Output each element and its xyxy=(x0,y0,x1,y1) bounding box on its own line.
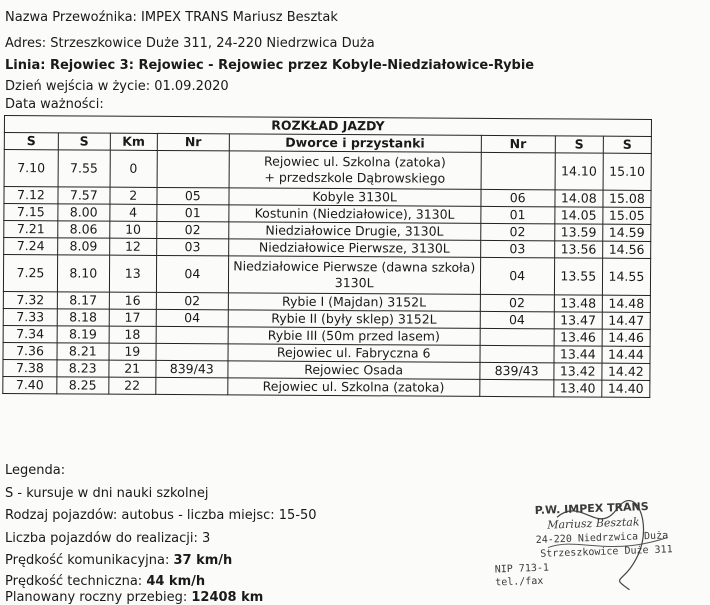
departure-s1: 7.34 xyxy=(3,325,57,342)
stop-name xyxy=(228,239,480,258)
departure-s1: 7.25 xyxy=(3,255,57,292)
stop-name xyxy=(229,151,481,190)
column-header: S xyxy=(555,136,603,153)
return-s1: 13.44 xyxy=(554,346,602,363)
stop-nr-out: 02 xyxy=(157,221,229,238)
table-row xyxy=(3,255,650,296)
effective-date: Dzień wejścia w życie: 01.09.2020 xyxy=(5,79,229,94)
stamp-line1: P.W. IMPEX TRANS xyxy=(534,500,649,518)
stamp-line4: Strzeszkowice Duże 311 xyxy=(540,544,673,560)
km-cell: 16 xyxy=(109,292,156,309)
stamp-line5: NIP 713-1 xyxy=(494,562,550,576)
return-s2: 15.10 xyxy=(603,153,651,190)
return-s1: 13.56 xyxy=(554,241,602,258)
stop-name xyxy=(228,310,480,329)
stop-nr-back: 01 xyxy=(480,206,554,223)
timetable xyxy=(2,115,652,398)
departure-s1: 7.38 xyxy=(3,359,57,376)
stop-name xyxy=(228,378,480,397)
departure-s1: 7.12 xyxy=(4,187,58,204)
stop-name xyxy=(228,293,480,312)
stop-name xyxy=(229,222,481,241)
commercial-speed-value: 37 km/h xyxy=(173,553,233,568)
stop-name-line: Niedziałowice Pierwsze, 3130L xyxy=(258,239,450,256)
return-s1: 14.08 xyxy=(555,190,603,207)
column-header: Dworce i przystanki xyxy=(229,134,481,153)
return-s2: 14.47 xyxy=(602,312,650,329)
return-s1: 13.46 xyxy=(554,329,602,346)
stop-nr-back: 04 xyxy=(480,257,554,294)
legend-vehicle-count: Liczba pojazdów do realizacji: 3 xyxy=(5,531,211,546)
return-s2: 14.40 xyxy=(602,380,650,397)
departure-s2: 8.06 xyxy=(58,221,110,238)
return-s2: 14.42 xyxy=(602,363,650,380)
departure-s2: 8.17 xyxy=(57,292,109,309)
legend-technical-speed xyxy=(5,574,205,589)
stamp-line6: tel./fax xyxy=(495,575,544,589)
stop-name-line: Rejowiec ul. Szkolna (zatoka) xyxy=(264,153,446,170)
stop-name xyxy=(229,205,481,224)
stop-nr-out: 839/43 xyxy=(156,360,228,377)
return-s1: 13.40 xyxy=(554,380,602,397)
departure-s1: 7.40 xyxy=(3,376,57,393)
carrier-name: Nazwa Przewoźnika: IMPEX TRANS Mariusz Besztak xyxy=(5,10,338,25)
stop-nr-out xyxy=(156,343,228,360)
departure-s1: 7.36 xyxy=(3,342,57,359)
departure-s1: 7.32 xyxy=(3,291,57,308)
km-cell: 2 xyxy=(110,187,157,204)
km-cell: 4 xyxy=(110,204,157,221)
return-s1: 13.42 xyxy=(554,363,602,380)
column-header: S xyxy=(603,136,651,153)
stop-name-line: Kobyle 3130L xyxy=(312,188,397,205)
company-stamp xyxy=(486,492,699,599)
stop-nr-back: 839/43 xyxy=(479,362,553,379)
km-cell: 10 xyxy=(109,221,156,238)
stop-nr-back: 03 xyxy=(480,240,554,257)
return-s1: 13.55 xyxy=(554,258,602,295)
legend-annual-run xyxy=(5,590,263,605)
km-cell: 0 xyxy=(110,150,157,187)
departure-s2: 8.10 xyxy=(57,255,109,292)
carrier-address: Adres: Strzeszkowice Duże 311, 24-220 Niedrzwica Duża xyxy=(5,36,375,51)
stop-name-line: Niedziałowice Drugie, 3130L xyxy=(265,222,444,239)
stop-nr-back xyxy=(481,152,555,189)
technical-speed-value: 44 km/h xyxy=(146,574,206,589)
stop-name-line: Niedziałowice Pierwsze (dawna szkoła) xyxy=(233,258,476,275)
km-cell: 18 xyxy=(109,326,156,343)
return-s2: 14.44 xyxy=(602,346,650,363)
return-s2: 14.56 xyxy=(602,241,650,258)
stop-nr-out: 02 xyxy=(156,292,228,309)
return-s2: 15.05 xyxy=(603,207,651,224)
departure-s2: 7.55 xyxy=(58,150,110,187)
technical-speed-label: Prędkość techniczna: xyxy=(5,574,147,589)
km-cell: 21 xyxy=(109,360,156,377)
departure-s2: 8.21 xyxy=(57,343,109,360)
departure-s1: 7.15 xyxy=(4,204,58,221)
departure-s2: 8.00 xyxy=(58,204,110,221)
departure-s1: 7.24 xyxy=(4,238,58,255)
departure-s1: 7.10 xyxy=(4,150,58,187)
departure-s2: 8.09 xyxy=(58,238,110,255)
km-cell: 22 xyxy=(108,377,155,394)
stop-name-line: Rybie II (były sklep) 3152L xyxy=(271,310,437,327)
stop-nr-out: 04 xyxy=(156,309,228,326)
stop-name-line: Rybie III (50m przed lasem) xyxy=(267,327,440,344)
column-header: S xyxy=(58,133,110,150)
line-name: Linia: Rejowiec 3: Rejowiec - Rejowiec przez Kobyle-Niedziałowice-Rybie xyxy=(5,58,535,73)
column-header: Km xyxy=(110,133,157,150)
table-row xyxy=(4,150,651,191)
departure-s2: 8.19 xyxy=(57,326,109,343)
return-s2: 14.48 xyxy=(602,295,650,312)
stop-nr-back: 06 xyxy=(481,189,555,206)
stop-nr-back xyxy=(480,328,554,345)
timetable-title: ROZKŁAD JAZDY xyxy=(4,116,651,137)
return-s2: 14.55 xyxy=(602,258,650,295)
stop-nr-out xyxy=(157,150,229,187)
return-s2: 15.08 xyxy=(603,190,651,207)
stop-nr-back: 04 xyxy=(480,311,554,328)
legend-vehicle-type: Rodzaj pojazdów: autobus - liczba miejsc: 15-50 xyxy=(5,508,317,523)
stop-name-line: Rejowiec Osada xyxy=(304,361,404,378)
column-header: Nr xyxy=(157,133,229,150)
stop-name xyxy=(229,188,481,207)
stop-name xyxy=(228,327,480,346)
departure-s2: 8.23 xyxy=(57,360,109,377)
column-header: S xyxy=(4,133,58,150)
stop-nr-out xyxy=(156,377,228,394)
km-cell: 12 xyxy=(109,238,156,255)
stamp-line2: Mariusz Besztak xyxy=(547,515,640,532)
return-s1: 13.59 xyxy=(555,224,603,241)
stop-nr-out xyxy=(156,326,228,343)
stop-name-line2: 3130L xyxy=(334,275,374,291)
stop-name-line: Rybie I (Majdan) 3152L xyxy=(281,293,427,310)
km-cell: 19 xyxy=(109,343,156,360)
stop-name xyxy=(228,256,480,295)
stop-name-line: Rejowiec ul. Fabryczna 6 xyxy=(276,344,431,361)
return-s1: 14.10 xyxy=(555,153,603,190)
legend-title: Legenda: xyxy=(5,463,66,478)
return-s2: 14.46 xyxy=(602,329,650,346)
stop-nr-back: 02 xyxy=(480,223,554,240)
return-s1: 13.47 xyxy=(554,312,602,329)
stop-name-line2: + przedszkole Dąbrowskiego xyxy=(264,169,446,186)
legend-s-note: S - kursuje w dni nauki szkolnej xyxy=(5,486,209,501)
commercial-speed-label: Prędkość komunikacyjna: xyxy=(5,553,174,568)
return-s2: 14.59 xyxy=(603,224,651,241)
departure-s1: 7.33 xyxy=(3,308,57,325)
column-header: Nr xyxy=(481,135,555,152)
stop-name xyxy=(228,361,480,380)
table-row xyxy=(3,376,650,397)
km-cell: 13 xyxy=(109,255,156,292)
annual-run-value: 12408 km xyxy=(191,590,264,605)
validity-date: Data ważności: xyxy=(5,97,104,112)
departure-s2: 8.25 xyxy=(57,377,109,394)
departure-s1: 7.21 xyxy=(4,221,58,238)
return-s1: 13.48 xyxy=(554,295,602,312)
stop-nr-out: 01 xyxy=(157,204,229,221)
stop-nr-back: 02 xyxy=(480,294,554,311)
stop-name xyxy=(228,344,480,363)
stop-nr-back xyxy=(480,345,554,362)
stop-nr-back xyxy=(479,379,553,396)
departure-s2: 7.57 xyxy=(58,187,110,204)
stop-nr-out: 04 xyxy=(156,255,228,292)
stop-nr-out: 05 xyxy=(157,187,229,204)
legend-commercial-speed xyxy=(5,553,232,568)
stop-nr-out: 03 xyxy=(157,238,229,255)
return-s1: 14.05 xyxy=(555,207,603,224)
departure-s2: 8.18 xyxy=(57,309,109,326)
annual-run-label: Planowany roczny przebieg: xyxy=(5,590,192,605)
km-cell: 17 xyxy=(109,309,156,326)
stop-name-line: Kostunin (Niedziałowice), 3130L xyxy=(254,205,455,222)
stop-name-line: Rejowiec ul. Szkolna (zatoka) xyxy=(262,378,445,395)
stamp-line3: 24-220 Niedrzwica Duża xyxy=(535,530,669,546)
